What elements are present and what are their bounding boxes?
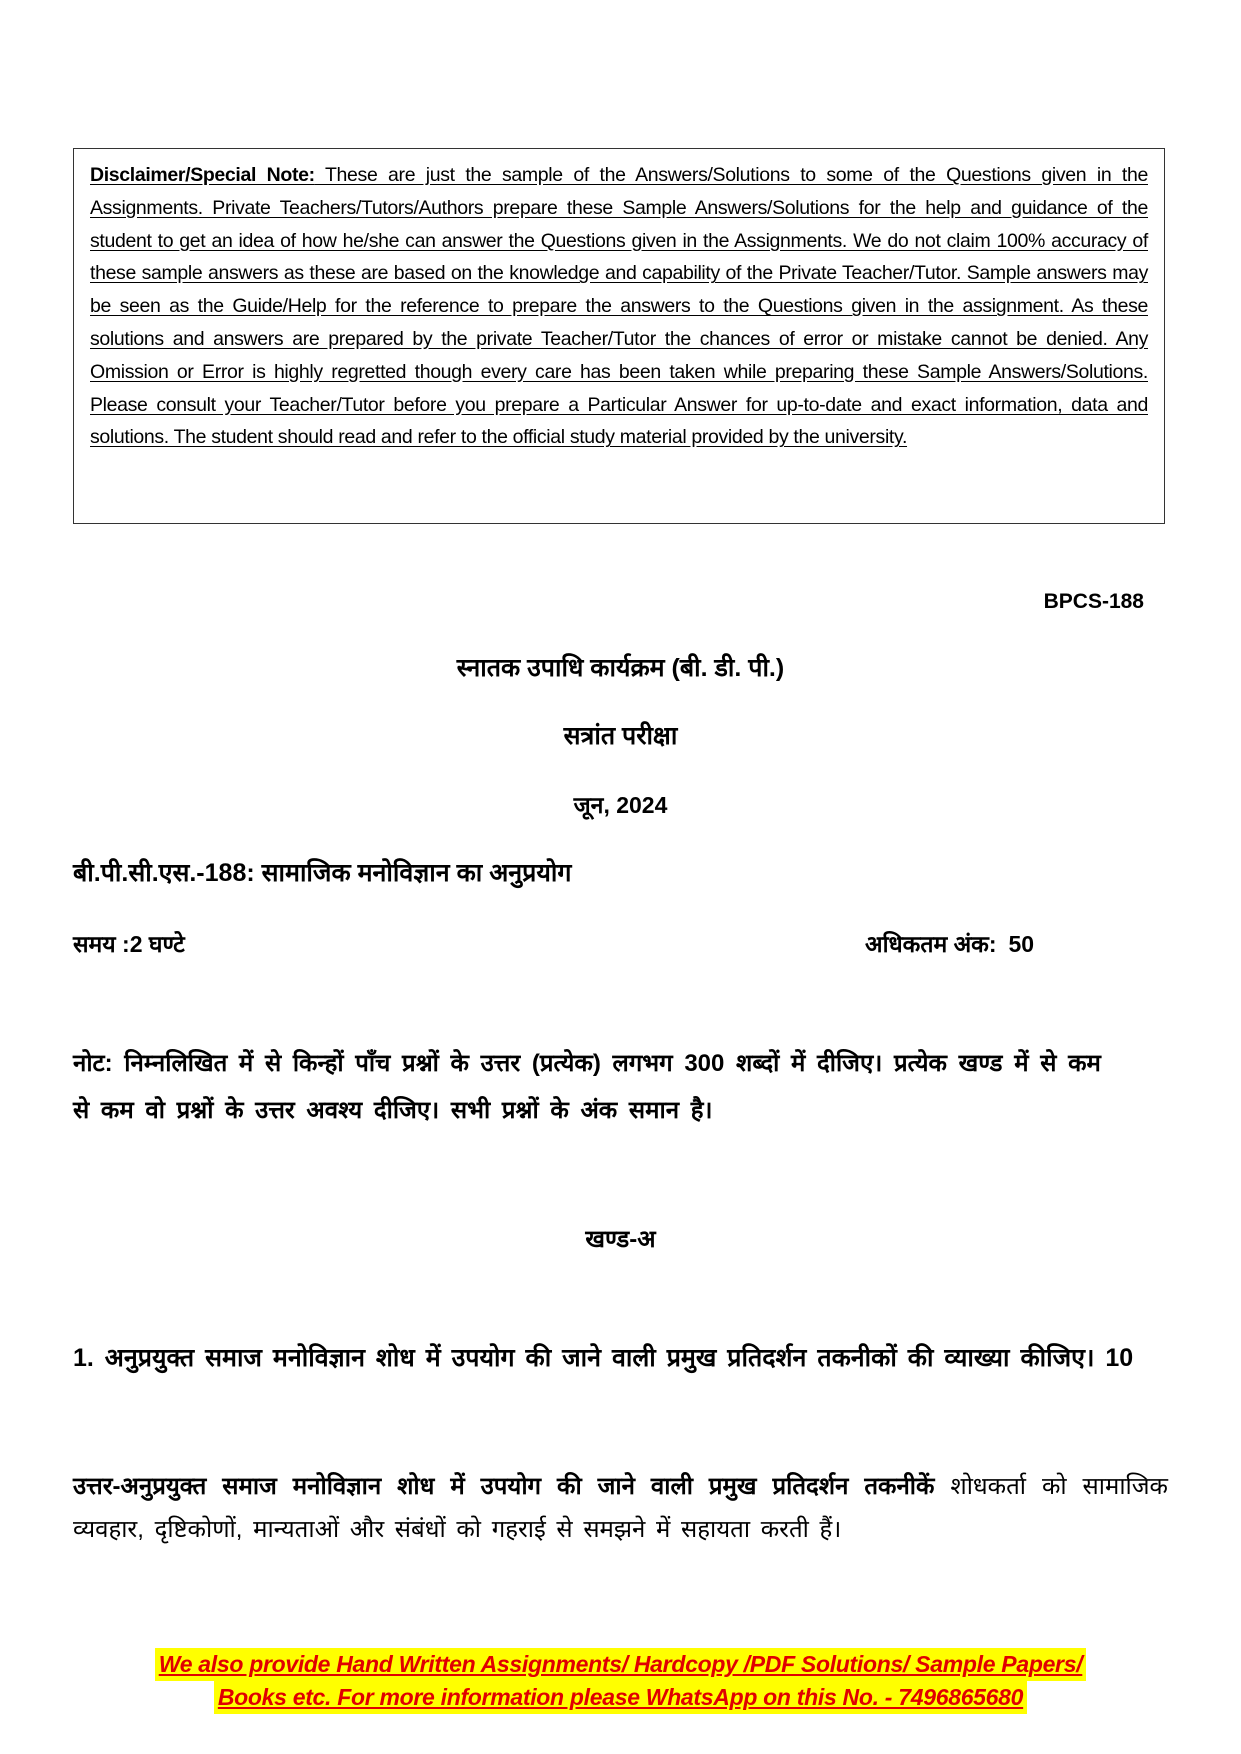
question-1: 1. अनुप्रयुक्त समाज मनोविज्ञान शोध में उपयोग की जाने वाली प्रमुख प्रतिदर्शन तकनीकों की व्याख्या कीजिए। 10 xyxy=(73,1344,1134,1372)
disclaimer-box xyxy=(73,148,1165,524)
course-title: बी.पी.सी.एस.-188: सामाजिक मनोविज्ञान का अनुप्रयोग xyxy=(73,859,572,887)
answer-heading: उत्तर-अनुप्रयुक्त समाज मनोविज्ञान शोध में उपयोग की जाने वाली प्रमुख प्रतिदर्शन तकनीकें xyxy=(73,1473,935,1500)
answer-1 xyxy=(73,1465,1168,1551)
max-marks-value: 50 xyxy=(1008,931,1035,957)
promo-line-1: We also provide Hand Written Assignments/ Hardcopy /PDF Solutions/ Sample Papers/ xyxy=(155,1648,1087,1681)
promo-banner xyxy=(0,1648,1241,1714)
exam-time: समय :2 घण्टे xyxy=(73,931,185,957)
answer-body: शोधकर्ता को सामाजिक व्यवहार, दृष्टिकोणों, मान्यताओं और संबंधों को गहराई से समझने में सहायता करती हैं। xyxy=(73,1473,1168,1543)
section-heading: खण्ड-अ xyxy=(585,1226,656,1253)
instructions-note: नोट: निम्नलिखित में से किन्हों पाँच प्रश्नों के उत्तर (प्रत्येक) लगभग 300 शब्दों में दीजिए। प्रत्येक खण्ड में से कम से कम वो प्रश्नों के उत्तर अवश्य दीजिए। सभी प्रश्नों के अंक समान है। xyxy=(73,1050,1101,1124)
max-marks xyxy=(865,927,1034,959)
promo-line-2: Books etc. For more information please WhatsApp on this No. - 7496865680 xyxy=(214,1681,1027,1714)
disclaimer-body: These are just the sample of the Answers/Solutions to some of the Questions given in the Assignments. Private Teachers/Tutors/Authors prepare these Sample Answers/Solutions for the help and guidance of the student to get an idea of how he/she can answer the Questions given in the Assignments. We do not claim 100% accuracy of these sample answers as these are based on the knowledge and capability of the Private Teacher/Tutor. Sample answers may be seen as the Guide/Help for the reference to prepare the answers to the Questions given in the assignment. As these solutions and answers are prepared by the private Teacher/Tutor the chances of error or mistake cannot be denied. Any Omission or Error is highly regretted though every care has been taken while preparing these Sample Answers/Solutions. Please consult your Teacher/Tutor before you prepare a Particular Answer for up-to-date and exact information, data and solutions. The student should read and refer to the official study material provided by the university. xyxy=(90,164,1148,449)
exam-title: सत्रांत परीक्षा xyxy=(563,722,678,750)
exam-date: जून, 2024 xyxy=(573,792,668,818)
disclaimer-label: Disclaimer/Special Note: xyxy=(90,164,315,186)
disclaimer-text xyxy=(90,159,1148,454)
programme-title: स्नातक उपाधि कार्यक्रम (बी. डी. पी.) xyxy=(456,654,785,682)
max-marks-label: अधिकतम अंक: xyxy=(865,931,997,957)
course-code: BPCS-188 xyxy=(1043,590,1144,613)
